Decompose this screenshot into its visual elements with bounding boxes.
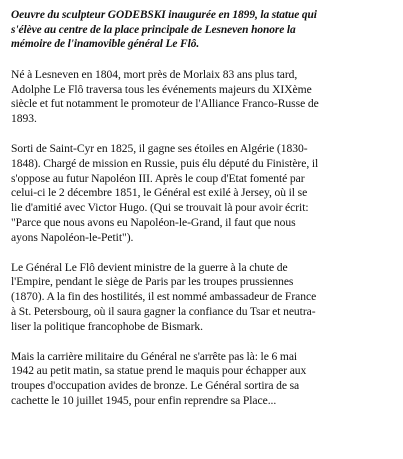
text-line: 1893. [11, 112, 37, 126]
text-line: 1942 au petit matin, sa statue prend le maquis pour échapper aux [11, 364, 307, 378]
intro-line: s'élève au centre de la place principale de Lesneven honore la [11, 23, 296, 36]
text-line: (1870). A la fin des hostilités, il est nommé ambassadeur de France [11, 290, 317, 304]
text-line: Mais la carrière militaire du Général ne s'arrête pas là: le 6 mai [11, 349, 298, 363]
text-line: siècle et fut notamment le promoteur de l'Alliance Franco-Russe de [11, 97, 319, 111]
text-line: "Parce que nous avons eu Napoléon-le-Grand, il faut que nous [11, 215, 296, 229]
text-line: lie d'amitié avec Victor Hugo. (Qui se trouvait là pour avoir écrit: [11, 201, 309, 215]
text-line: ayons Napoléon-le-Petit"). [11, 230, 134, 244]
text-line: s'oppose au futur Napoléon III. Après le coup d'Etat fomenté par [11, 171, 305, 185]
intro-paragraph [11, 8, 393, 52]
text-line: celui-ci le 2 décembre 1851, le Général est exilé à Jersey, où il se [11, 186, 308, 200]
paragraph-statue [11, 350, 393, 409]
text-line: Sorti de Saint-Cyr en 1825, il gagne ses étoiles en Algérie (1830- [11, 141, 308, 155]
text-line: Né à Lesneven en 1804, mort près de Morlaix 83 ans plus tard, [11, 67, 298, 81]
paragraph-birth [11, 68, 393, 127]
text-line: Le Général Le Flô devient ministre de la guerre à la chute de [11, 260, 288, 274]
paragraph-minister [11, 261, 393, 335]
text-line: à St. Petersbourg, où il saura gagner la confiance du Tsar et neutra- [11, 304, 316, 318]
intro-line: Oeuvre du sculpteur GODEBSKI inaugurée en 1899, la statue qui [11, 9, 317, 21]
text-line: liser la politique francophobe de Bismark. [11, 319, 204, 333]
text-line: troupes d'occupation avides de bronze. Le Général sortira de sa [11, 379, 300, 393]
text-line: 1848). Chargé de mission en Russie, puis élu député du Finistère, il [11, 156, 319, 170]
intro-line: mémoire de l'inamovible général Le Flô. [11, 38, 200, 51]
paragraph-career [11, 142, 393, 246]
text-line: l'Empire, pendant le siège de Paris par les troupes prussiennes [11, 275, 294, 289]
text-line: cachette le 10 juillet 1945, pour enfin reprendre sa Place... [11, 393, 277, 407]
text-line: Adolphe Le Flô traversa tous les événements majeurs du XIXème [11, 82, 312, 96]
